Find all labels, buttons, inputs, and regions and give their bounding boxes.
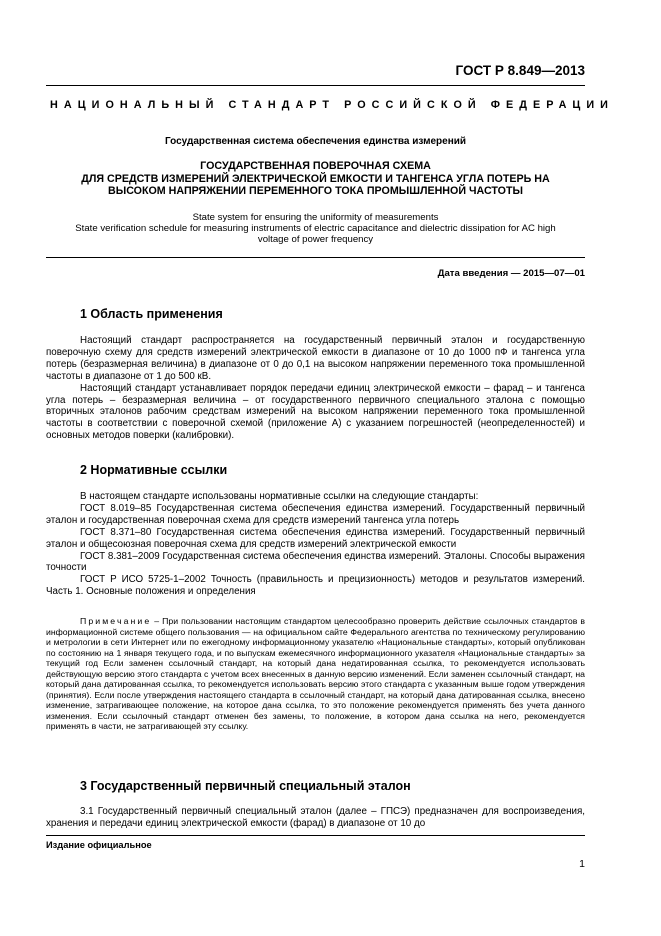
paragraph: 3.1 Государственный первичный специальный эталон (далее – ГПСЭ) предназначен для воспроизведения, хранения и передачи единиц электрической емкости (фарад) в диапазоне от 10 до: [46, 806, 585, 829]
footer-rule: [46, 835, 585, 836]
reference-item: ГОСТ 8.371–80 Государственная система обеспечения единства измерений. Государственный первичный эталон и общесоюзная поверочная схема для средств измерений электрической емкости: [46, 526, 585, 550]
note-label: Примечание: [80, 616, 152, 626]
introduction-date: Дата введения — 2015—07—01: [437, 268, 585, 279]
paragraph: В настоящем стандарте использованы нормативные ссылки на следующие стандарты:: [80, 491, 479, 502]
note-paragraph: [46, 616, 585, 732]
section-3-heading: 3 Государственный первичный специальный эталон: [80, 779, 411, 793]
section-2-heading: 2 Нормативные ссылки: [80, 463, 228, 477]
main-title-line: ДЛЯ СРЕДСТВ ИЗМЕРЕНИЙ ЭЛЕКТРИЧЕСКОЙ ЕМКОСТИ И ТАНГЕНСА УГЛА ПОТЕРЬ НА: [81, 172, 550, 185]
english-title-line: State system for ensuring the uniformity of measurements: [192, 212, 439, 223]
page-number: 1: [579, 858, 585, 870]
reference-item: ГОСТ Р ИСО 5725-1–2002 Точность (правильность и прецизионность) методов и результатов измерений. Часть 1. Основные положения и определения: [46, 574, 585, 598]
section-2-body: [46, 491, 585, 598]
paragraph: Настоящий стандарт распространяется на государственный первичный эталон и государственную поверочную схему для средств измерений электрической емкости в диапазоне от 10 до 1000 пФ и тангенса угла потерь (безразмерная величина) в диапазоне от 0 до 0,1 на высоком напряжении переменного тока промышленной частоты в диапазоне от 1 до 500 кВ.: [46, 335, 585, 382]
note-text: – При пользовании настоящим стандартом целесообразно проверить действие ссылочных стандартов в информационной системе общего пользования — на официальном сайте Федерального агентства по техническому регулированию и метрологии в сети Интернет или по ежегодному информационному указателю «Национальные стандарты», который опубликован по состоянию на 1 января текущего года, и по выпускам ежемесячного информационного указателя «Национальные стандарты» за текущий год Если заменен ссылочный стандарт, на который дана недатированная ссылка, то рекомендуется использовать действующую версию этого стандарта с учетом всех внесенных в данную версию изменений. Если заменен ссылочный стандарт, на который дана датированная ссылка, то рекомендуется использовать версию этого стандарта с указанным выше годом утверждения (принятия). Если после утверждения настоящего стандарта в ссылочный стандарт, на который дана датированная ссылка, внесено изменение, затрагивающее положение, на которое дана ссылка, то это положение рекомендуется применять без учета данного изменения. Если ссылочный стандарт отменен без замены, то положение, в котором дана ссылка на него, рекомендуется применять в части, не затрагивающей эту ссылку.: [46, 616, 585, 731]
reference-item: ГОСТ 8.381–2009 Государственная система обеспечения единства измерений. Эталоны. Способы выражения точности: [46, 550, 585, 574]
section-3-body: [46, 806, 585, 830]
section-1-heading: 1 Область применения: [80, 307, 223, 321]
main-title-line: ГОСУДАРСТВЕННАЯ ПОВЕРОЧНАЯ СХЕМА: [200, 160, 431, 172]
national-standard-heading: НАЦИОНАЛЬНЫЙ СТАНДАРТ РОССИЙСКОЙ ФЕДЕРАЦИИ: [50, 99, 614, 111]
note: [46, 616, 585, 732]
official-edition-label: Издание официальное: [46, 840, 152, 850]
header-rule: [46, 85, 585, 86]
paragraph: Настоящий стандарт устанавливает порядок передачи единиц электрической емкости – фарад – и тангенса угла потерь – безразмерная величина – от государственного первичного специального эталона с помощью вторичных эталонов рабочим средствам измерений на высоком напряжении переменного тока промышленной частоты в соответствии с поверочной схемой (приложение А) с указанием погрешностей (неопределенностей) и основных методов поверки (калибровки).: [46, 382, 585, 442]
document-number: ГОСТ Р 8.849—2013: [455, 63, 585, 78]
system-title: Государственная система обеспечения единства измерений: [164, 136, 467, 147]
section-1-body: [46, 335, 585, 442]
title-rule: [46, 257, 585, 258]
english-title-line: State verification schedule for measuring instruments of electric capacitance and dielectric dissipation for AC high: [75, 223, 556, 234]
english-title: [46, 212, 585, 245]
main-title: [46, 160, 585, 198]
main-title-line: ВЫСОКОМ НАПРЯЖЕНИИ ПЕРЕМЕННОГО ТОКА ПРОМЫШЛЕННОЙ ЧАСТОТЫ: [108, 185, 523, 197]
english-title-line: voltage of power frequency: [257, 234, 374, 245]
reference-item: ГОСТ 8.019–85 Государственная система обеспечения единства измерений. Государственный первичный эталон и государственная поверочная схема для средств измерений тангенса угла потерь: [46, 502, 585, 526]
